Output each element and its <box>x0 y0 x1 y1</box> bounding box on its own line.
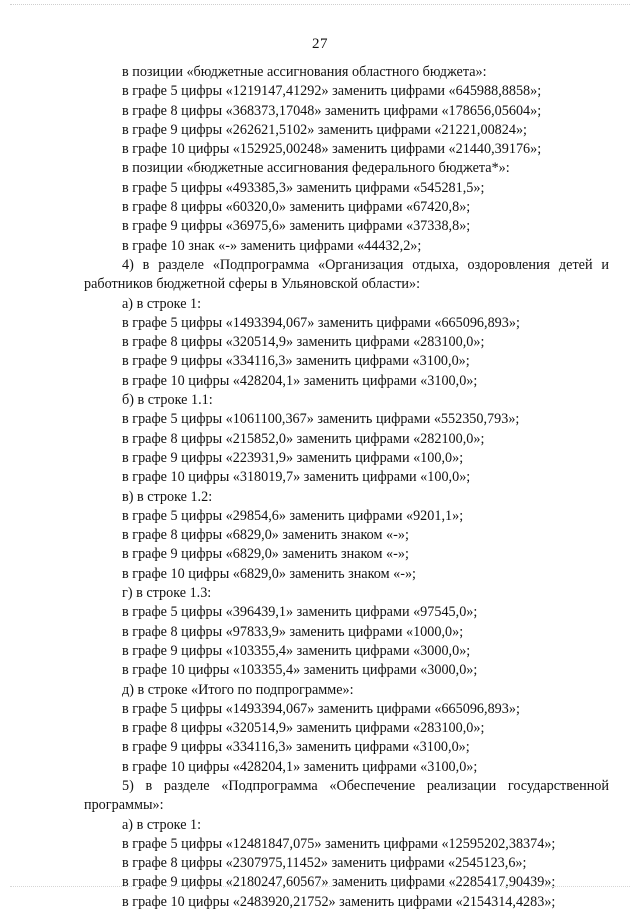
document-paragraph: 5) в разделе «Подпрограмма «Обеспечение реализации государственной программы»: <box>84 777 609 814</box>
page-number: 27 <box>312 36 328 52</box>
document-line: в графе 8 цифры «215852,0» заменить цифрами «282100,0»; <box>122 430 485 447</box>
document-line: в графе 10 знак «-» заменить цифрами «44432,2»; <box>122 237 422 254</box>
document-line: в графе 8 цифры «6829,0» заменить знаком «-»; <box>122 527 409 544</box>
document-line: в графе 10 цифры «428204,1» заменить цифрами «3100,0»; <box>122 758 478 775</box>
document-line: в графе 9 цифры «2180247,60567» заменить цифрами «2285417,90439»; <box>122 874 556 891</box>
document-line: в графе 9 цифры «334116,3» заменить цифрами «3100,0»; <box>122 353 470 370</box>
document-line: в графе 10 цифры «2483920,21752» заменить цифрами «2154314,4283»; <box>122 893 556 910</box>
document-paragraph: 4) в разделе «Подпрограмма «Организация отдыха, оздоровления детей и работников бюджетной сферы в Ульяновской области»: <box>84 256 609 293</box>
document-line: в позиции «бюджетные ассигнования федерального бюджета*»: <box>122 160 510 177</box>
document-line: в графе 5 цифры «1493394,067» заменить цифрами «665096,893»; <box>122 700 520 717</box>
document-line: в графе 10 цифры «152925,00248» заменить цифрами «21440,39176»; <box>122 141 542 158</box>
document-line: в графе 9 цифры «36975,6» заменить цифрами «37338,8»; <box>122 218 471 235</box>
document-line: в графе 5 цифры «1219147,41292» заменить цифрами «645988,8858»; <box>122 83 542 100</box>
document-line: б) в строке 1.1: <box>122 392 213 409</box>
document-line: в графе 8 цифры «368373,17048» заменить цифрами «178656,05604»; <box>122 102 542 119</box>
document-line: в графе 8 цифры «60320,0» заменить цифрами «67420,8»; <box>122 199 471 216</box>
document-line: в графе 9 цифры «223931,9» заменить цифрами «100,0»; <box>122 449 464 466</box>
document-line: в графе 9 цифры «262621,5102» заменить цифрами «21221,00824»; <box>122 121 527 138</box>
document-line: в графе 8 цифры «320514,9» заменить цифрами «283100,0»; <box>122 720 485 737</box>
document-line: в графе 8 цифры «2307975,11452» заменить цифрами «2545123,6»; <box>122 855 527 872</box>
document-line: в графе 5 цифры «29854,6» заменить цифрами «9201,1»; <box>122 507 464 524</box>
document-line: в позиции «бюджетные ассигнования областного бюджета»: <box>122 64 487 80</box>
document-line: в графе 10 цифры «6829,0» заменить знаком «-»; <box>122 565 416 582</box>
document-line: г) в строке 1.3: <box>122 585 212 602</box>
document-line: в графе 8 цифры «97833,9» заменить цифрами «1000,0»; <box>122 623 464 640</box>
document-line: в графе 8 цифры «320514,9» заменить цифрами «283100,0»; <box>122 334 485 351</box>
document-line: в графе 5 цифры «1493394,067» заменить цифрами «665096,893»; <box>122 314 520 331</box>
document-line: в) в строке 1.2: <box>122 488 213 505</box>
document-line: а) в строке 1: <box>122 816 202 833</box>
document-line: в графе 9 цифры «103355,4» заменить цифрами «3000,0»; <box>122 642 471 659</box>
document-line: д) в строке «Итого по подпрограмме»: <box>122 681 354 698</box>
document-line: в графе 10 цифры «428204,1» заменить цифрами «3100,0»; <box>122 372 478 389</box>
document-line: в графе 5 цифры «1061100,367» заменить цифрами «552350,793»; <box>122 411 520 428</box>
document-line: в графе 5 цифры «493385,3» заменить цифрами «545281,5»; <box>122 179 485 196</box>
document-line: а) в строке 1: <box>122 295 202 312</box>
document-line: в графе 5 цифры «396439,1» заменить цифрами «97545,0»; <box>122 604 478 621</box>
document-line: в графе 10 цифры «103355,4» заменить цифрами «3000,0»; <box>122 662 478 679</box>
document-line: в графе 9 цифры «334116,3» заменить цифрами «3100,0»; <box>122 739 470 756</box>
scan-artifact-bottom <box>10 886 630 888</box>
document-body <box>84 63 609 912</box>
document-line: в графе 10 цифры «318019,7» заменить цифрами «100,0»; <box>122 469 471 486</box>
scan-artifact-top <box>10 4 630 6</box>
document-line: в графе 5 цифры «12481847,075» заменить цифрами «12595202,38374»; <box>122 835 556 852</box>
document-line: в графе 9 цифры «6829,0» заменить знаком «-»; <box>122 546 409 563</box>
